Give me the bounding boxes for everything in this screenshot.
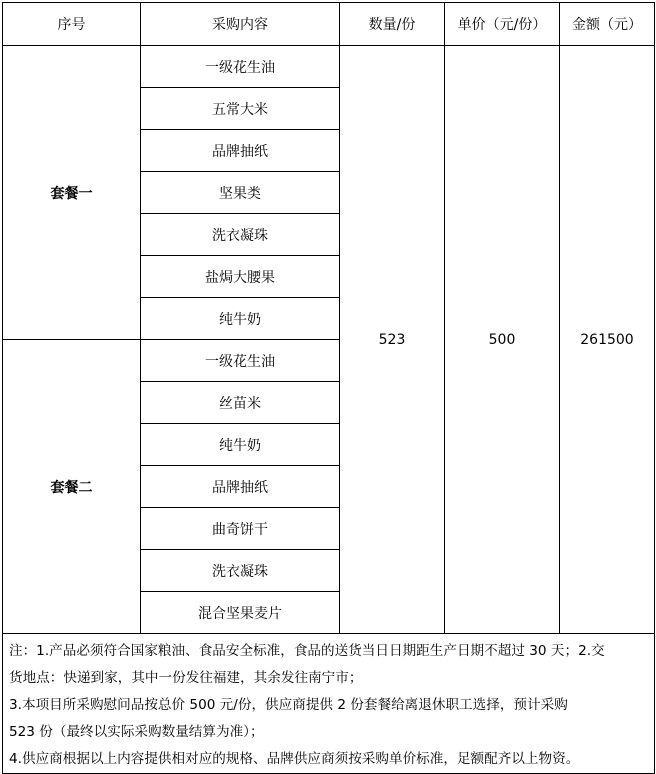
amount-cell: 261500: [560, 46, 655, 634]
item-cell: 丝苗米: [141, 382, 340, 424]
header-content: 采购内容: [141, 3, 340, 46]
header-unit-price: 单价（元/份）: [445, 3, 560, 46]
header-index: 序号: [3, 3, 141, 46]
note-line: 货地点：快递到家，其中一份发往福建，其余发往南宁市；: [9, 670, 363, 686]
header-row: [3, 3, 655, 46]
procurement-table: [2, 2, 655, 774]
note-line: 3.本项目所采购慰问品按总价 500 元/份，供应商提供 2 份套餐给离退休职工选择，预计采购: [9, 697, 568, 713]
header-quantity: 数量/份: [340, 3, 445, 46]
unit-price-cell: 500: [445, 46, 560, 634]
item-cell: 纯牛奶: [141, 298, 340, 340]
table-row: [3, 46, 655, 88]
header-amount: 金额（元）: [560, 3, 655, 46]
note-line: 523 份（最终以实际采购数量结算为准）；: [9, 724, 264, 740]
item-cell: 五常大米: [141, 88, 340, 130]
note-line: 4.供应商根据以上内容提供相对应的规格、品牌供应商须按采购单价标准，足额配齐以上物资。: [9, 751, 580, 767]
item-cell: 一级花生油: [141, 340, 340, 382]
item-cell: 盐焗大腰果: [141, 256, 340, 298]
item-cell: 洗衣凝珠: [141, 214, 340, 256]
package-name: 套餐二: [3, 340, 141, 634]
item-cell: 纯牛奶: [141, 424, 340, 466]
quantity-cell: 523: [340, 46, 445, 634]
package-name: 套餐一: [3, 46, 141, 340]
notes-cell: [3, 634, 655, 774]
item-cell: 品牌抽纸: [141, 130, 340, 172]
item-cell: 品牌抽纸: [141, 466, 340, 508]
item-cell: 曲奇饼干: [141, 508, 340, 550]
item-cell: 坚果类: [141, 172, 340, 214]
notes-row: [3, 634, 655, 774]
note-line: 注：1.产品必须符合国家粮油、食品安全标准，食品的送货当日日期距生产日期不超过 30 天；2.交: [9, 643, 605, 659]
item-cell: 一级花生油: [141, 46, 340, 88]
item-cell: 混合坚果麦片: [141, 592, 340, 634]
item-cell: 洗衣凝珠: [141, 550, 340, 592]
